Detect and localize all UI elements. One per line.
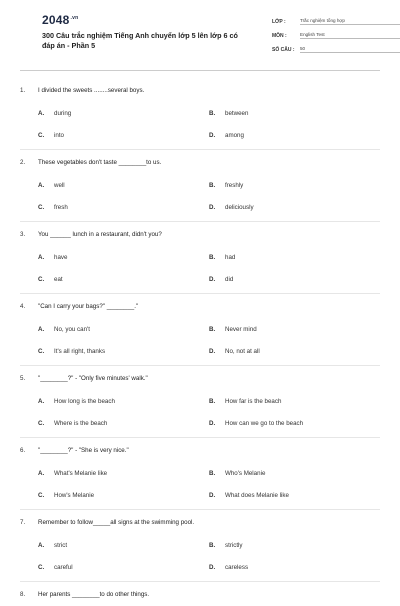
option-letter: D. [209,491,216,499]
option-text: between [225,109,249,117]
question-text: I divided the sweets ........several boys. [38,86,145,94]
question-number: 2. [20,158,26,166]
option-row [20,268,380,290]
question-item [20,222,380,294]
option-text: eat [54,275,63,283]
answer-option[interactable] [38,204,209,211]
question-text: Remember to follow_____all signs at the swimming pool. [38,518,195,526]
answer-option[interactable] [209,204,380,211]
document-title: 300 Câu trắc nghiệm Tiếng Anh chuyển lớp 5 lên lớp 6 có đáp án - Phần 5 [42,31,238,50]
question-stem [20,78,380,102]
option-letter: B. [209,325,216,333]
answer-option[interactable] [209,564,380,571]
option-text: freshly [225,181,244,189]
answer-option[interactable] [209,326,380,333]
option-text: among [225,131,244,139]
answer-option[interactable] [38,110,209,117]
option-letter: C. [38,419,45,427]
answer-option[interactable] [209,398,380,405]
answer-option[interactable] [38,542,209,549]
answer-option[interactable] [209,542,380,549]
option-text: strictly [225,541,243,549]
option-text: What's Melanie like [54,469,108,477]
option-letter: C. [38,131,45,139]
question-number: 5. [20,374,26,382]
option-text: into [54,131,64,139]
answer-option[interactable] [38,564,209,571]
option-text: Where is the beach [54,419,108,427]
question-text: These vegetables don't taste ________to us. [38,158,162,166]
logo-main: 2048 [42,13,70,27]
answer-option[interactable] [38,348,209,355]
option-letter: D. [209,131,216,139]
option-text: Who's Melanie [225,469,266,477]
site-logo[interactable] [42,13,78,27]
option-text: have [54,253,68,261]
question-item [20,510,380,582]
question-stem [20,150,380,174]
option-text: How long is the beach [54,397,115,405]
option-letter: B. [209,181,216,189]
option-letter: A. [38,469,45,477]
option-letter: B. [209,469,216,477]
option-letter: C. [38,563,45,571]
question-item [20,438,380,510]
question-text: "Can I carry your bags?" ________." [38,302,139,310]
answer-option[interactable] [209,110,380,117]
meta-label: MÔN : [272,33,287,39]
question-text: You ______ lunch in a restaurant, didn't you? [38,230,162,238]
option-text: No, not at all [225,347,260,355]
question-item [20,150,380,222]
meta-value: Trắc nghiệm tổng hợp [300,18,400,25]
option-letter: C. [38,347,45,355]
answer-option[interactable] [209,254,380,261]
answer-option[interactable] [38,132,209,139]
option-letter: A. [38,253,45,261]
option-row [20,340,380,362]
option-text: What does Melanie like [225,491,289,499]
question-text: "________?" - "Only five minutes' walk." [38,374,148,382]
meta-info [272,14,400,56]
answer-option[interactable] [209,470,380,477]
answer-option[interactable] [38,254,209,261]
question-number: 6. [20,446,26,454]
answer-option[interactable] [209,420,380,427]
option-letter: D. [209,419,216,427]
option-row [20,196,380,218]
option-row [20,174,380,196]
header [20,0,380,72]
option-text: How's Melanie [54,491,95,499]
option-text: How can we go to the beach [225,419,304,427]
answer-option[interactable] [38,492,209,499]
option-text: fresh [54,203,68,211]
option-letter: B. [209,541,216,549]
question-stem [20,366,380,390]
meta-row-class [272,14,400,25]
question-text: "________?" - "She is very nice." [38,446,129,454]
meta-label: SỐ CÂU : [272,47,295,53]
meta-row-subject [272,28,400,39]
answer-option[interactable] [209,492,380,499]
meta-label: LỚP : [272,19,286,25]
option-row [20,484,380,506]
option-row [20,556,380,578]
meta-value: English Test [300,32,400,39]
option-letter: B. [209,397,216,405]
answer-option[interactable] [38,326,209,333]
option-letter: A. [38,541,45,549]
question-stem [20,438,380,462]
question-number: 3. [20,230,26,238]
option-letter: C. [38,203,45,211]
option-letter: D. [209,563,216,571]
option-text: careful [54,563,73,571]
option-letter: D. [209,347,216,355]
question-number: 8. [20,590,26,598]
question-text: Her parents ________to do other things. [38,590,150,598]
option-row [20,124,380,146]
option-text: deliciously [225,203,254,211]
question-number: 1. [20,86,26,94]
question-list [20,78,380,606]
question-stem [20,294,380,318]
option-row [20,102,380,124]
option-letter: A. [38,109,45,117]
answer-option[interactable] [38,420,209,427]
answer-option[interactable] [38,470,209,477]
option-text: It's all right, thanks [54,347,106,355]
option-letter: A. [38,325,45,333]
option-text: had [225,253,236,261]
question-stem [20,510,380,534]
option-letter: D. [209,203,216,211]
option-row [20,246,380,268]
answer-option[interactable] [38,276,209,283]
question-number: 4. [20,302,26,310]
option-row [20,412,380,434]
logo-suffix: .vn [70,15,79,21]
option-text: careless [225,563,249,571]
question-item [20,78,380,150]
option-row [20,390,380,412]
answer-option[interactable] [209,348,380,355]
option-letter: D. [209,275,216,283]
question-stem [20,222,380,246]
question-item [20,366,380,438]
answer-option[interactable] [209,182,380,189]
option-letter: A. [38,181,45,189]
answer-option[interactable] [38,182,209,189]
question-stem [20,582,380,606]
option-row [20,462,380,484]
option-text: well [54,181,65,189]
option-text: did [225,275,234,283]
meta-value: 50 [300,46,400,53]
question-item [20,582,380,606]
option-letter: A. [38,397,45,405]
option-text: No, you can't [54,325,90,333]
option-text: Never mind [225,325,257,333]
question-item [20,294,380,366]
answer-option[interactable] [38,398,209,405]
option-text: strict [54,541,68,549]
option-row [20,318,380,340]
option-letter: C. [38,491,45,499]
question-number: 7. [20,518,26,526]
option-letter: B. [209,253,216,261]
header-divider [20,70,380,71]
option-row [20,534,380,556]
option-text: How far is the beach [225,397,282,405]
option-letter: B. [209,109,216,117]
answer-option[interactable] [209,276,380,283]
answer-option[interactable] [209,132,380,139]
option-letter: C. [38,275,45,283]
meta-row-count [272,42,400,53]
option-text: during [54,109,72,117]
